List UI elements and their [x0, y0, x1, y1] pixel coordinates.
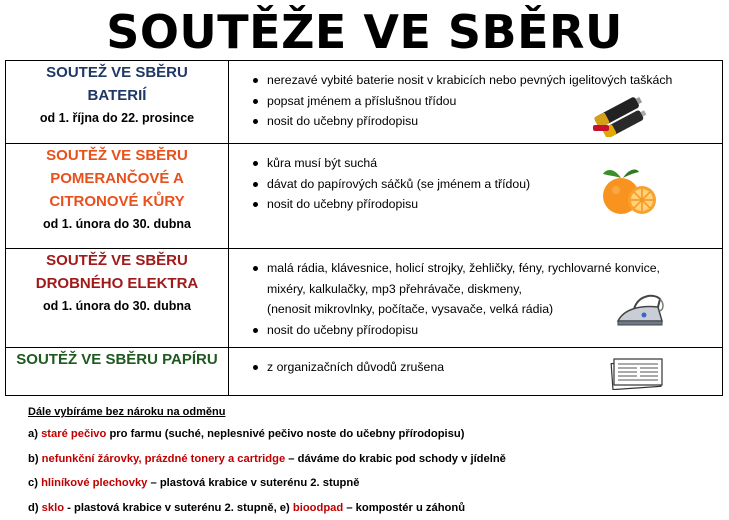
- competition-rules-batteries: [229, 61, 723, 144]
- competition-date: od 1. února do 30. dubna: [6, 296, 228, 316]
- highlight-text: hliníkové plechovky: [41, 477, 147, 489]
- line-prefix: a): [28, 428, 41, 440]
- competition-name: [6, 144, 228, 213]
- line-text: – dáváme do krabic pod schody v jídelně: [285, 453, 506, 465]
- orange-fruit-icon: [599, 162, 661, 220]
- highlight-text: nefunkční žárovky, prázdné tonery a cartridge: [42, 453, 286, 465]
- line-prefix: d): [28, 502, 42, 514]
- competition-name-line: BATERIÍ: [6, 84, 228, 107]
- competition-info-batteries: [6, 61, 229, 144]
- rule-item: (nenosit mikrovlnky, počítače, vysavače, velká rádia): [267, 299, 722, 320]
- competition-name: [6, 61, 228, 107]
- rule-item: dávat do papírových sáčků (se jménem a třídou): [267, 174, 722, 195]
- line-prefix: c): [28, 477, 41, 489]
- collecting-line-c: [28, 471, 718, 496]
- competition-rules-orange-peel: [229, 144, 723, 249]
- competition-date: od 1. února do 30. dubna: [6, 214, 228, 234]
- line-text: - plastová krabice v suterénu 2. stupně, e): [64, 502, 293, 514]
- competition-info-electronics: [6, 249, 229, 348]
- rule-item: nerezavé vybité baterie nosit v krabicích nebo pevných igelitových taškách: [267, 70, 722, 91]
- competitions-table: [5, 60, 723, 396]
- rule-item: nosit do učebny přírodopisu: [267, 320, 722, 341]
- competition-name-line: SOUTĚŽ VE SBĚRU: [6, 249, 228, 272]
- batteries-icon: [591, 91, 649, 137]
- line-prefix: b): [28, 453, 42, 465]
- competition-row-orange-peel: [6, 144, 723, 249]
- rule-item: mixéry, kalkulačky, mp3 přehrávače, diskmeny,: [267, 279, 722, 300]
- competition-row-electronics: [6, 249, 723, 348]
- collecting-line-a: [28, 422, 718, 447]
- competition-rules-paper: [229, 348, 723, 396]
- highlight-text: bioodpad: [293, 502, 343, 514]
- competition-row-batteries: [6, 61, 723, 144]
- line-text: – plastová krabice v suterénu 2. stupně: [147, 477, 359, 489]
- newspapers-icon: [609, 354, 665, 390]
- competition-date: od 1. října do 22. prosince: [6, 108, 228, 128]
- competition-name-line: CITRONOVÉ KŮRY: [6, 190, 228, 213]
- iron-icon: [614, 289, 666, 329]
- competition-name-line: SOUTĚŽ VE SBĚRU PAPÍRU: [6, 348, 228, 371]
- competition-name-line: SOUTEŽ VE SBĚRU: [6, 61, 228, 84]
- competition-name-line: POMERANČOVÉ A: [6, 167, 228, 190]
- also-collecting-intro: Dále vybíráme bez nároku na odměnu: [28, 402, 718, 422]
- competition-name: [6, 249, 228, 295]
- rule-item: nosit do učebny přírodopisu: [267, 194, 722, 215]
- rule-item: nosit do učebny přírodopisu: [267, 111, 722, 132]
- highlight-text: sklo: [42, 502, 64, 514]
- competition-info-paper: [6, 348, 229, 396]
- rule-item: kůra musí být suchá: [267, 153, 722, 174]
- line-text: – kompostér u záhonů: [343, 502, 465, 514]
- rule-item: malá rádia, klávesnice, holicí strojky, žehličky, fény, rychlovarné konvice,: [267, 258, 722, 279]
- highlight-text: staré pečivo: [41, 428, 106, 440]
- also-collecting-section: [28, 402, 718, 520]
- rule-item: popsat jménem a příslušnou třídou: [267, 91, 722, 112]
- competition-info-orange-peel: [6, 144, 229, 249]
- collecting-line-b: [28, 447, 718, 472]
- collecting-line-d: [28, 496, 718, 520]
- rule-item: z organizačních důvodů zrušena: [267, 357, 722, 378]
- competition-name-line: SOUTĚŽ VE SBĚRU: [6, 144, 228, 167]
- competition-row-paper: [6, 348, 723, 396]
- competition-name: [6, 348, 228, 371]
- line-text: pro farmu (suché, neplesnivé pečivo noste do učebny přírodopisu): [106, 428, 464, 440]
- competition-name-line: DROBNÉHO ELEKTRA: [6, 272, 228, 295]
- page-title: SOUTĚŽE VE SBĚRU: [0, 2, 729, 62]
- competition-rules-electronics: [229, 249, 723, 348]
